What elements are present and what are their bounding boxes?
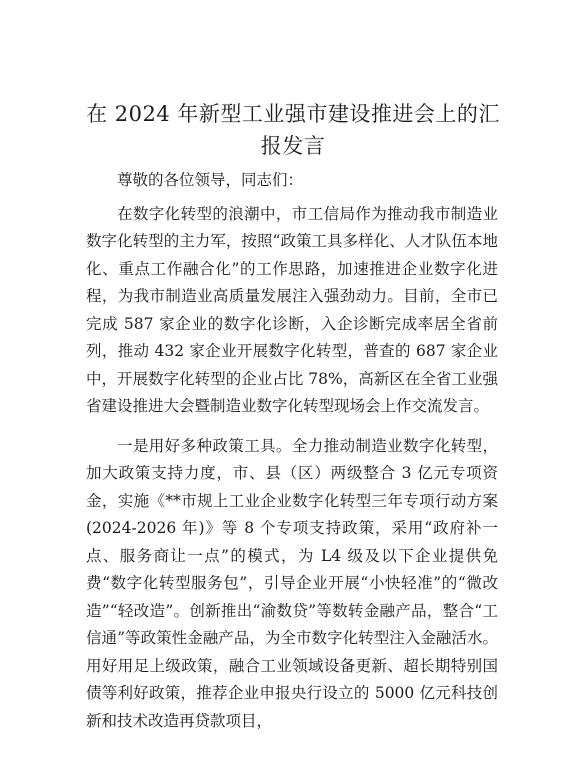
paragraph-intro: 在数字化转型的浪潮中，市工信局作为推动我市制造业数字化转型的主力军，按照“政策工具多样化、人才队伍本地化、重点工作融合化”的工作思路，加速推进企业数字化进程，为我市制造业高质量发展注入强劲动力。目前，全市已完成 587 家企业的数字化诊断，入企诊断完成率居全省前列，推动 432 家企业开展数字化转型，普查的 687 家企业中，开展数字化转型的企业占比 78%，高新区在全省工业强省建设推进大会暨制造业数字化转型现场会上作交流发言。: [86, 204, 498, 415]
paragraph-policy-tools: 一是用好多种政策工具。全力推动制造业数字化转型，加大政策支持力度，市、县（区）两级整合 3 亿元专项资金，实施《**市规上工业企业数字化转型三年专项行动方案(2024-2026 年)》等 8 个专项支持政策，采用“政府补一点、服务商让一点”的模式，为 L4 级及以下企业提供免费“数字化转型服务包”，引导企业开展“小快轻准”的“微改造”“轻改造”。创新推出“渝数贷”等数转金融产品，整合“工信通”等政策性金融产品，为全市数字化转型注入金融活水。用好用足上级政策，融合工业领域设备更新、超长期特别国债等利好政策，推荐企业申报央行设立的 5000 亿元科技创新和技术改造再贷款项目，: [86, 436, 498, 730]
document-title: 在 2024 年新型工业强市建设推进会上的汇报发言: [86, 102, 500, 158]
document-body: [86, 167, 498, 735]
salutation: 尊敬的各位领导，同志们：: [117, 171, 304, 189]
